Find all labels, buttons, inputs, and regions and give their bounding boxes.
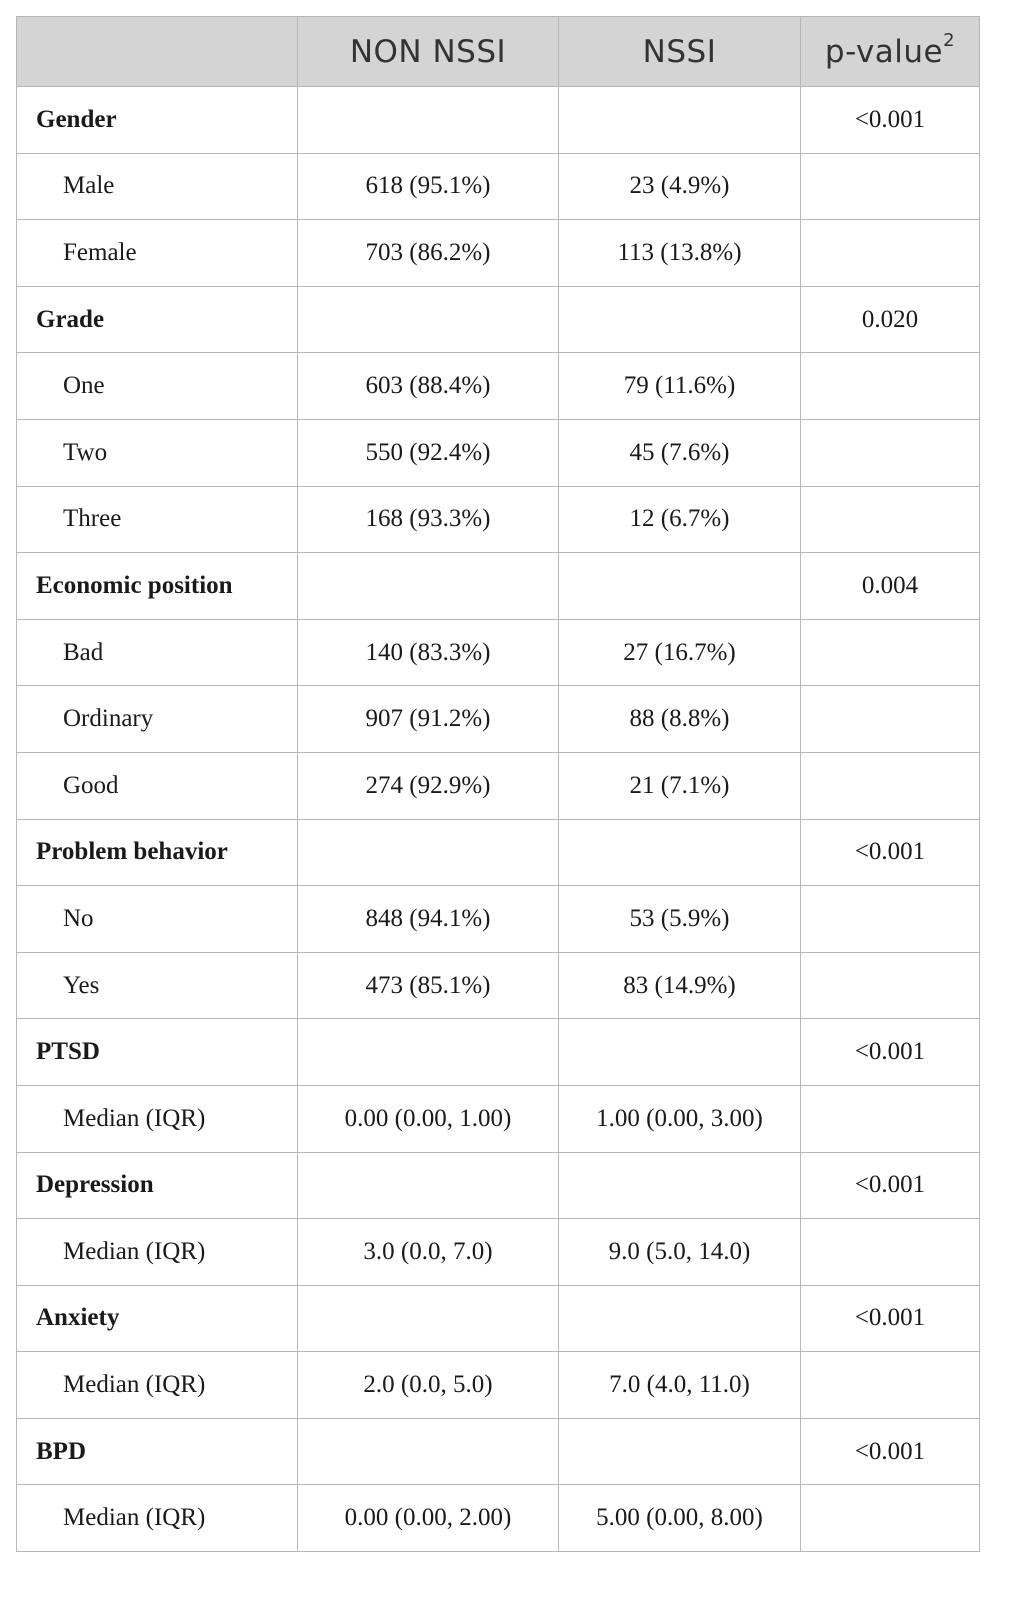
p-value	[801, 886, 980, 953]
category-label: Economic position	[17, 553, 298, 620]
category-label: Depression	[17, 1152, 298, 1219]
table-row	[17, 153, 980, 220]
row-label: Male	[17, 153, 298, 220]
nssi-value: 113 (13.8%)	[559, 220, 801, 287]
non-nssi-value	[298, 553, 559, 620]
p-value: <0.001	[801, 1019, 980, 1086]
non-nssi-value: 603 (88.4%)	[298, 353, 559, 420]
non-nssi-value	[298, 1418, 559, 1485]
table-row	[17, 1219, 980, 1286]
p-value	[801, 952, 980, 1019]
row-label: Median (IQR)	[17, 1219, 298, 1286]
table-row	[17, 886, 980, 953]
category-label: Problem behavior	[17, 819, 298, 886]
nssi-comparison-table	[16, 16, 980, 1552]
p-value	[801, 619, 980, 686]
nssi-value	[559, 819, 801, 886]
p-value	[801, 752, 980, 819]
non-nssi-value: 907 (91.2%)	[298, 686, 559, 753]
nssi-value: 9.0 (5.0, 14.0)	[559, 1219, 801, 1286]
p-value	[801, 1085, 980, 1152]
comparison-table-container	[16, 16, 979, 1552]
p-value: <0.001	[801, 1418, 980, 1485]
non-nssi-value: 0.00 (0.00, 2.00)	[298, 1485, 559, 1552]
row-label: Ordinary	[17, 686, 298, 753]
nssi-value: 1.00 (0.00, 3.00)	[559, 1085, 801, 1152]
table-row	[17, 752, 980, 819]
table-row	[17, 353, 980, 420]
nssi-value: 5.00 (0.00, 8.00)	[559, 1485, 801, 1552]
p-value	[801, 1219, 980, 1286]
non-nssi-value: 274 (92.9%)	[298, 752, 559, 819]
category-row	[17, 1152, 980, 1219]
nssi-value	[559, 286, 801, 353]
non-nssi-value	[298, 1285, 559, 1352]
p-value: 0.020	[801, 286, 980, 353]
nssi-value: 88 (8.8%)	[559, 686, 801, 753]
nssi-value	[559, 1285, 801, 1352]
non-nssi-value: 0.00 (0.00, 1.00)	[298, 1085, 559, 1152]
nssi-value: 79 (11.6%)	[559, 353, 801, 420]
row-label: Three	[17, 486, 298, 553]
category-label: Gender	[17, 87, 298, 154]
non-nssi-value: 703 (86.2%)	[298, 220, 559, 287]
nssi-value: 83 (14.9%)	[559, 952, 801, 1019]
non-nssi-value: 140 (83.3%)	[298, 619, 559, 686]
row-label: Female	[17, 220, 298, 287]
row-label: One	[17, 353, 298, 420]
nssi-value	[559, 1418, 801, 1485]
p-value: <0.001	[801, 819, 980, 886]
header-row	[17, 17, 980, 87]
non-nssi-value: 168 (93.3%)	[298, 486, 559, 553]
p-value: <0.001	[801, 1285, 980, 1352]
p-value	[801, 220, 980, 287]
row-label: No	[17, 886, 298, 953]
nssi-value	[559, 553, 801, 620]
nssi-value: 53 (5.9%)	[559, 886, 801, 953]
row-label: Good	[17, 752, 298, 819]
nssi-value: 21 (7.1%)	[559, 752, 801, 819]
non-nssi-value	[298, 819, 559, 886]
nssi-value: 12 (6.7%)	[559, 486, 801, 553]
non-nssi-value: 550 (92.4%)	[298, 419, 559, 486]
nssi-value: 45 (7.6%)	[559, 419, 801, 486]
table-row	[17, 1485, 980, 1552]
p-value	[801, 486, 980, 553]
p-value: <0.001	[801, 87, 980, 154]
table-row	[17, 220, 980, 287]
p-value	[801, 686, 980, 753]
header-blank-cell	[17, 17, 298, 87]
nssi-value: 27 (16.7%)	[559, 619, 801, 686]
nssi-value: 7.0 (4.0, 11.0)	[559, 1352, 801, 1419]
non-nssi-value	[298, 1152, 559, 1219]
header-non-nssi: NON NSSI	[298, 17, 559, 87]
row-label: Median (IQR)	[17, 1085, 298, 1152]
category-row	[17, 1019, 980, 1086]
category-row	[17, 1285, 980, 1352]
row-label: Median (IQR)	[17, 1485, 298, 1552]
non-nssi-value	[298, 1019, 559, 1086]
row-label: Bad	[17, 619, 298, 686]
table-header	[17, 17, 980, 87]
table-row	[17, 686, 980, 753]
nssi-value	[559, 1019, 801, 1086]
nssi-value: 23 (4.9%)	[559, 153, 801, 220]
p-value: <0.001	[801, 1152, 980, 1219]
table-row	[17, 1352, 980, 1419]
non-nssi-value: 848 (94.1%)	[298, 886, 559, 953]
nssi-value	[559, 87, 801, 154]
category-row	[17, 87, 980, 154]
row-label: Two	[17, 419, 298, 486]
header-p-value	[801, 17, 980, 87]
non-nssi-value: 2.0 (0.0, 5.0)	[298, 1352, 559, 1419]
category-row	[17, 1418, 980, 1485]
table-row	[17, 1085, 980, 1152]
table-row	[17, 619, 980, 686]
table-row	[17, 419, 980, 486]
table-body	[17, 87, 980, 1552]
header-p-value-footnote: 2	[943, 30, 956, 52]
p-value	[801, 1485, 980, 1552]
category-row	[17, 553, 980, 620]
non-nssi-value: 473 (85.1%)	[298, 952, 559, 1019]
category-row	[17, 286, 980, 353]
row-label: Median (IQR)	[17, 1352, 298, 1419]
non-nssi-value: 618 (95.1%)	[298, 153, 559, 220]
p-value: 0.004	[801, 553, 980, 620]
category-label: PTSD	[17, 1019, 298, 1086]
non-nssi-value: 3.0 (0.0, 7.0)	[298, 1219, 559, 1286]
header-nssi: NSSI	[559, 17, 801, 87]
category-row	[17, 819, 980, 886]
header-p-value-label: p-value	[824, 33, 944, 70]
non-nssi-value	[298, 87, 559, 154]
row-label: Yes	[17, 952, 298, 1019]
category-label: Anxiety	[17, 1285, 298, 1352]
nssi-value	[559, 1152, 801, 1219]
p-value	[801, 1352, 980, 1419]
category-label: BPD	[17, 1418, 298, 1485]
p-value	[801, 153, 980, 220]
p-value	[801, 353, 980, 420]
table-row	[17, 486, 980, 553]
non-nssi-value	[298, 286, 559, 353]
p-value	[801, 419, 980, 486]
category-label: Grade	[17, 286, 298, 353]
table-row	[17, 952, 980, 1019]
